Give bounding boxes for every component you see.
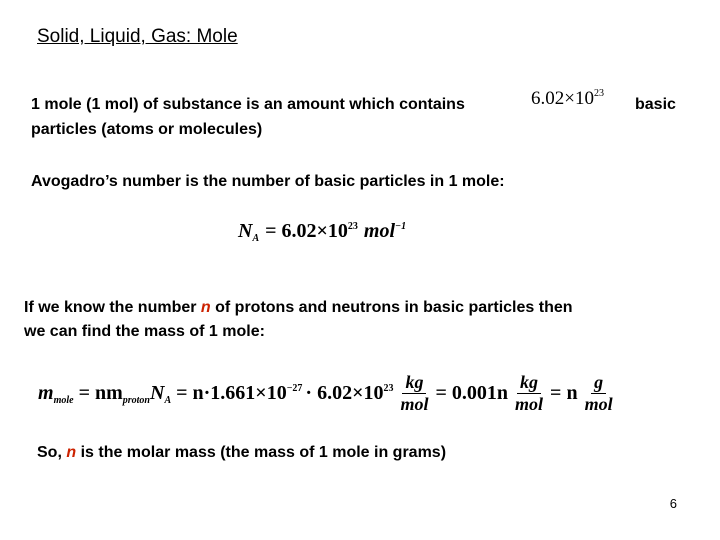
fraction-kg-mol-2: $\frac{kg}{\text{mol}}$ — [515, 372, 544, 414]
avogadro-term: · $6.02\times 10^{23}$ — [305, 382, 394, 404]
na-symbol: $N_A$ — [238, 220, 260, 244]
result-kg-term: = 0.001n — [435, 382, 509, 404]
nm-proton: = $nm_{proton}$ — [78, 382, 150, 406]
para3-line1: If we know the number n of protons and neutrons in basic particles then — [24, 299, 573, 316]
avogadro-number-exp: 23 — [593, 88, 604, 99]
page-number: 6 — [669, 496, 677, 511]
mass-formula — [38, 372, 620, 415]
var-n-conclusion: n — [66, 444, 77, 461]
avogadro-formula — [238, 220, 406, 243]
fraction-kg-mol-1: $\frac{kg}{\text{mol}}$ — [400, 372, 429, 414]
para1-line1 — [31, 96, 465, 114]
na-value: = $6.02\times 10^{23}$ — [265, 220, 358, 242]
na-unit: mol$^{-1}$ — [363, 220, 407, 242]
para3-line2: we can find the mass of 1 mole: — [24, 323, 265, 340]
m-mole: $m_{mole}$ — [38, 382, 74, 406]
avogadro-sentence: Avogadro’s number is the number of basic particles in 1 mole: — [31, 173, 505, 190]
var-n: n — [200, 299, 211, 316]
conclusion: So, n is the molar mass (the mass of 1 mole in grams) — [37, 444, 447, 461]
na-term: $N_A$ — [149, 382, 172, 406]
avogadro-number-inline — [531, 88, 604, 110]
avogadro-number-mantissa: 6.02×10 — [531, 88, 594, 109]
fraction-g-mol: $\frac{g}{\text{mol}}$ — [584, 372, 613, 414]
para1-line1-text: 1 mole (1 mol) of substance is an amount which contains — [31, 96, 465, 113]
result-n-term: = n — [550, 382, 578, 404]
para1-line2: particles (atoms or molecules) — [31, 121, 263, 138]
proton-mass-term: = $n\cdot 1.661\times 10^{-27}$ — [176, 382, 303, 404]
slide-title: Solid, Liquid, Gas: Mole — [37, 26, 238, 47]
para1-line1-tail: basic — [635, 96, 676, 113]
